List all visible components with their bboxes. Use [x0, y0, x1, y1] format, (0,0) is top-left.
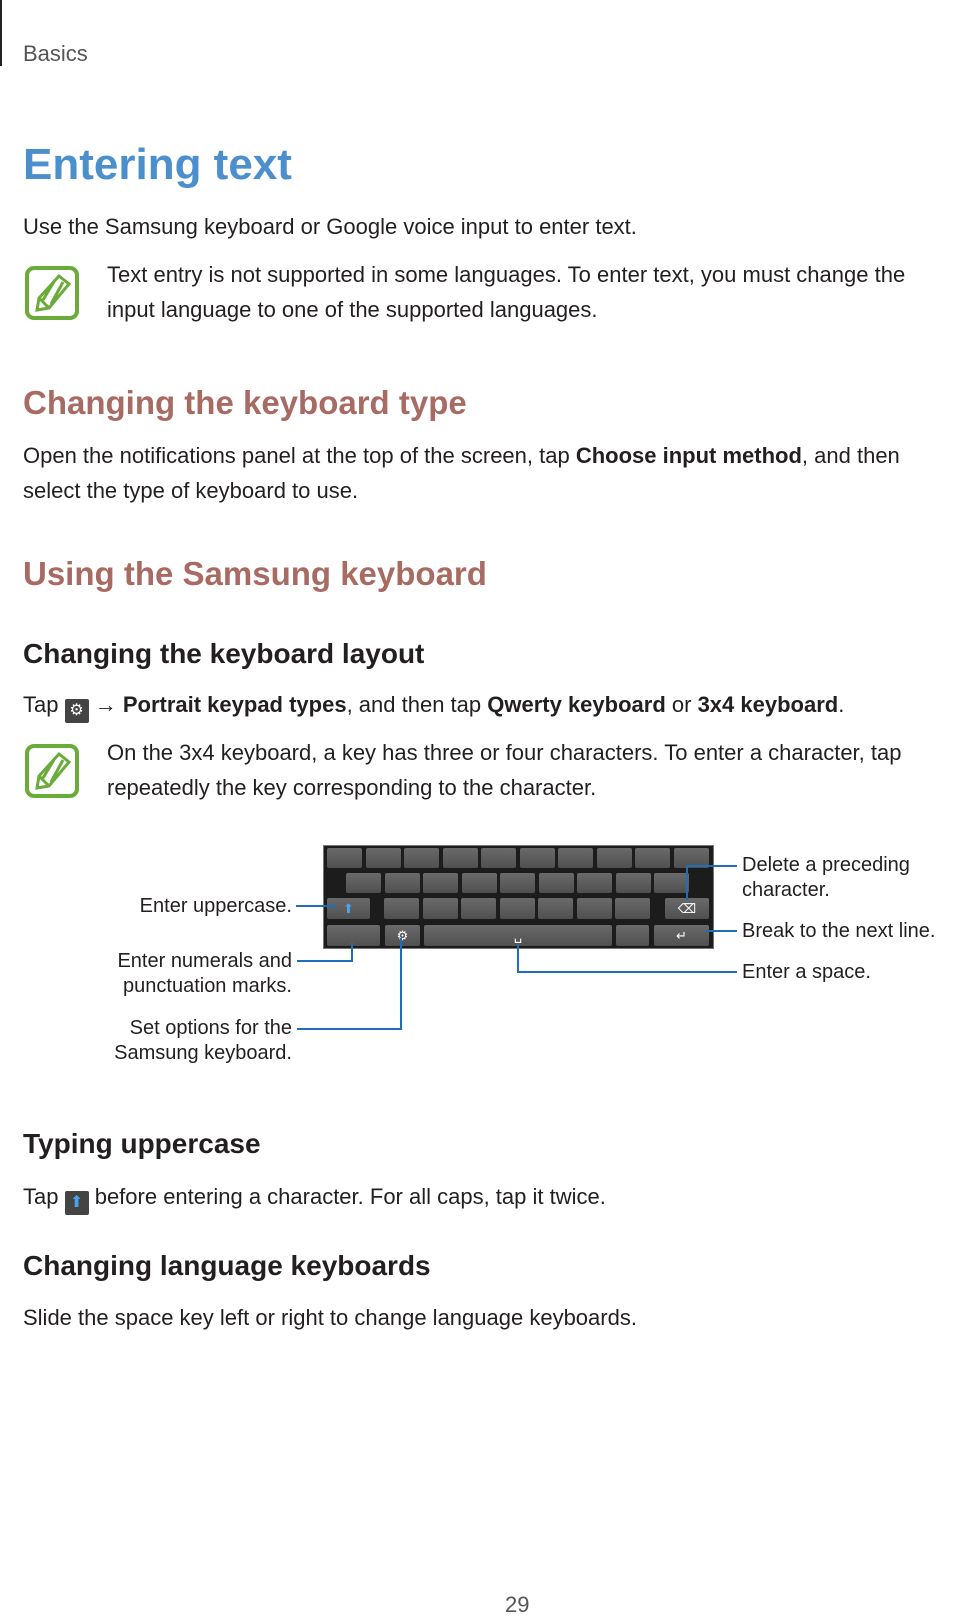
section-header: Basics [23, 41, 88, 66]
callout-options: Set options for the [129, 1017, 292, 1039]
section-heading: Changing the keyboard type [23, 384, 467, 421]
page-number: 29 [505, 1592, 530, 1617]
intro-text: Use the Samsung keyboard or Google voice input to enter text. [23, 214, 637, 239]
note-text: Text entry is not supported in some languages. To enter text, you must change the [107, 262, 906, 287]
shift-icon: ⬆ [65, 1191, 89, 1215]
section-heading: Using the Samsung keyboard [23, 555, 487, 592]
paragraph: select the type of keyboard to use. [23, 478, 359, 503]
paragraph: Open the notifications panel at the top of the screen, tap Choose input method, and then [23, 443, 900, 468]
space-key-icon: ␣ [424, 925, 612, 946]
callout-numerals: punctuation marks. [123, 975, 292, 997]
settings-key-icon: ⚙ [385, 925, 420, 946]
note-text: input language to one of the supported languages. [107, 297, 598, 322]
shift-key-icon: ⬆ [327, 898, 370, 919]
callout-space: Enter a space. [742, 961, 871, 983]
subsection-heading: Changing language keyboards [23, 1250, 431, 1281]
paragraph: Tap ⬆ before entering a character. For all caps, tap it twice. [23, 1186, 606, 1215]
paragraph: Slide the space key left or right to change language keyboards. [23, 1305, 637, 1330]
note-text: repeatedly the key corresponding to the character. [107, 775, 597, 800]
callout-break: Break to the next line. [742, 920, 936, 942]
paragraph: Tap ⚙ → Portrait keypad types, and then tap Qwerty keyboard or 3x4 keyboard. [23, 694, 844, 723]
callout-options: Samsung keyboard. [114, 1042, 292, 1064]
callout-delete: character. [742, 879, 830, 901]
callout-delete: Delete a preceding [742, 854, 910, 876]
enter-key-icon: ↵ [654, 925, 709, 946]
subsection-heading: Typing uppercase [23, 1128, 261, 1159]
page-title: Entering text [23, 140, 292, 189]
callout-numerals: Enter numerals and [117, 950, 292, 972]
note-text: On the 3x4 keyboard, a key has three or four characters. To enter a character, tap [107, 740, 902, 765]
callout-uppercase: Enter uppercase. [139, 895, 292, 917]
settings-gear-icon: ⚙ [65, 699, 89, 723]
delete-key-icon: ⌫ [665, 898, 709, 919]
subsection-heading: Changing the keyboard layout [23, 638, 425, 669]
